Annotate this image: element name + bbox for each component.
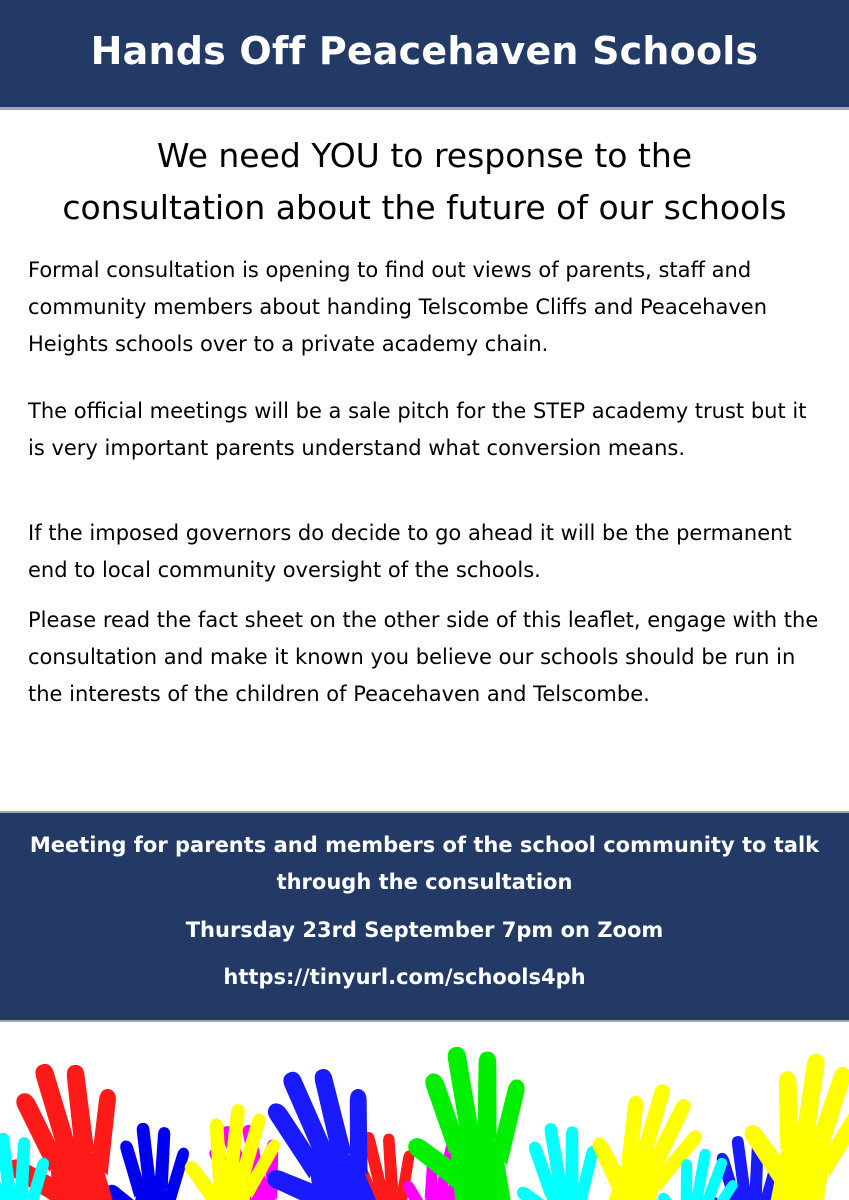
paragraph-governors: If the imposed governors do decide to go ahead it will be the permanent end to local community oversight of the schools. [28, 521, 792, 582]
meeting-date: Thursday 23rd September 7pm on Zoom [185, 918, 664, 942]
subtitle-line-2: consultation about the future of our schools [62, 188, 787, 227]
header-banner [0, 0, 849, 110]
paragraph-call-to-action: Please read the fact sheet on the other side of this leaflet, engage with the consultation and make it known you believe our schools should be run in the interests of the children of Peacehaven and Telscombe. [28, 608, 819, 706]
hands-icon [0, 1022, 849, 1200]
subtitle [0, 130, 849, 234]
raised-hands-illustration [0, 1022, 849, 1200]
paragraph-meetings: The official meetings will be a sale pitch for the STEP academy trust but it is very important parents understand what conversion means. [28, 399, 807, 460]
meeting-link[interactable]: https://tinyurl.com/schools4ph [223, 965, 586, 989]
paragraph-consultation: Formal consultation is opening to find out views of parents, staff and community members about handing Telscombe Cliffs and Peacehaven Heights schools over to a private academy chain. [28, 258, 767, 356]
subtitle-line-1: We need YOU to response to the [156, 136, 693, 175]
meeting-box [0, 811, 849, 1022]
page-title: Hands Off Peacehaven Schools [90, 28, 759, 73]
meeting-heading: Meeting for parents and members of the school community to talk through the consultation [29, 833, 820, 894]
